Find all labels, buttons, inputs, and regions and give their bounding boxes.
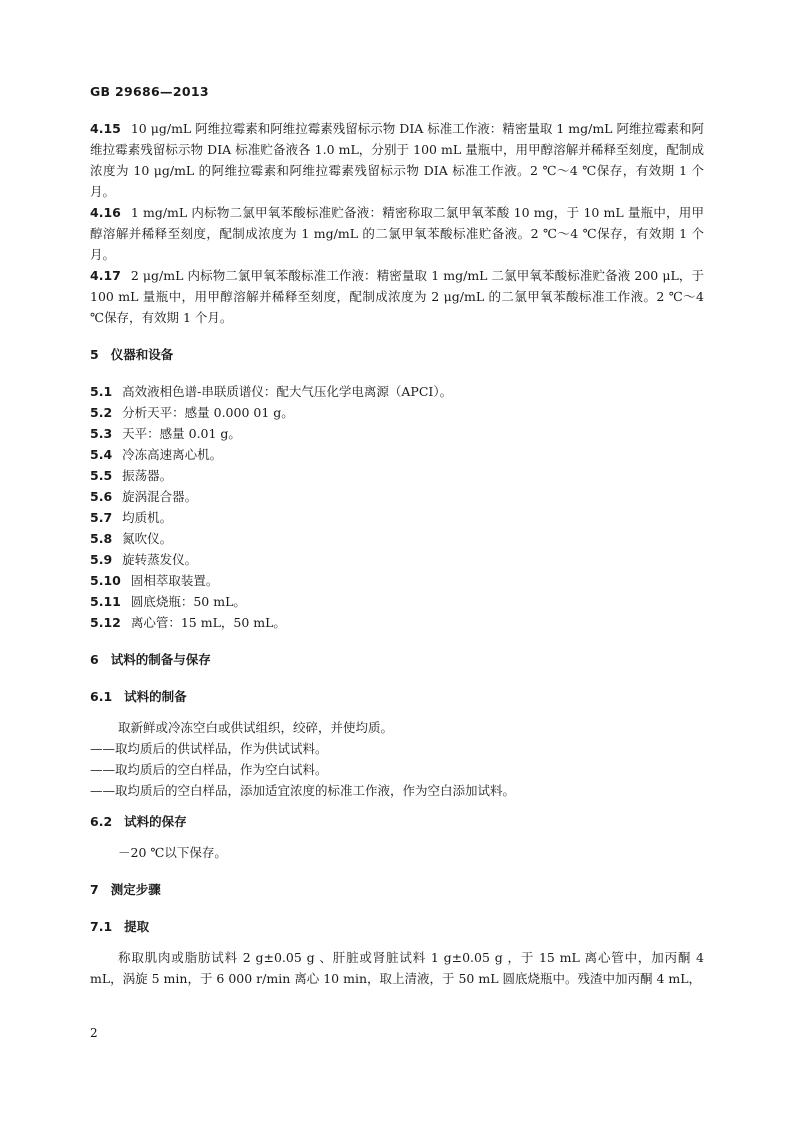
item-text: 旋涡混合器。 <box>122 489 198 504</box>
list-item <box>90 528 704 549</box>
subsection-title: 试料的保存 <box>124 814 187 829</box>
section-6-heading <box>90 649 704 670</box>
subsection-title: 试料的制备 <box>124 689 187 704</box>
item-number: 5.12 <box>90 615 121 630</box>
subsection-number: 6.2 <box>90 814 113 829</box>
dash-list-item: ——取均质后的空白样品，作为空白试料。 <box>90 762 328 777</box>
subsection-6-2-heading <box>90 811 704 832</box>
item-number: 5.5 <box>90 468 113 483</box>
clause-text: 10 μg/mL 阿维拉霉素和阿维拉霉素残留标示物 DIA 标准工作液：精密量取 1 mg/mL 阿维拉霉素和阿维拉霉素残留标示物 DIA 标准贮备液各 1.0 mL，分别于 100 mL 量瓶中，用甲醇溶解并稀释至刻度，配制成浓度为 10 μg/mL 的阿维拉霉素和阿维拉霉素残留标示物 DIA 标准工作液。2 ℃～4 ℃保存，有效期 1 个月。 <box>90 121 704 199</box>
list-item <box>90 486 704 507</box>
list-item <box>90 423 704 444</box>
clause-text: 1 mg/mL 内标物二氯甲氧苯酸标准贮备液：精密称取二氯甲氧苯酸 10 mg，于 10 mL 量瓶中，用甲醇溶解并稀释至刻度，配制成浓度为 1 mg/mL 的二氯甲氧苯酸标准贮备液。2 ℃～4 ℃保存，有效期 1 个月。 <box>90 205 704 262</box>
item-text: 分析天平：感量 0.000 01 g。 <box>122 405 294 420</box>
clause-number: 4.16 <box>90 205 121 220</box>
section-number: 7 <box>90 882 99 897</box>
clause-4-15 <box>90 118 704 202</box>
item-text: 均质机。 <box>122 510 173 525</box>
item-number: 5.4 <box>90 447 113 462</box>
item-number: 5.11 <box>90 594 121 609</box>
item-text: 高效液相色谱-串联质谱仪：配大气压化学电离源（APCI）。 <box>122 384 453 399</box>
item-text: 圆底烧瓶：50 mL。 <box>130 594 246 609</box>
item-text: 天平：感量 0.01 g。 <box>122 426 241 441</box>
section-title: 仪器和设备 <box>110 347 174 362</box>
subsection-number: 7.1 <box>90 919 113 934</box>
item-text: 振荡器。 <box>122 468 173 483</box>
paragraph: －20 ℃以下保存。 <box>118 845 227 860</box>
item-number: 5.2 <box>90 405 113 420</box>
dash-list-item: ——取均质后的供试样品，作为供试试料。 <box>90 741 328 756</box>
list-item <box>90 612 704 633</box>
clause-4-16 <box>90 202 704 265</box>
document-body <box>90 118 704 989</box>
subsection-number: 6.1 <box>90 689 113 704</box>
item-number: 5.7 <box>90 510 113 525</box>
item-text: 氮吹仪。 <box>122 531 173 546</box>
section-title: 测定步骤 <box>110 882 161 897</box>
section-7-heading <box>90 879 704 900</box>
item-number: 5.6 <box>90 489 113 504</box>
section-number: 5 <box>90 347 99 362</box>
subsection-6-1-heading <box>90 686 704 707</box>
list-item <box>90 507 704 528</box>
clause-number: 4.17 <box>90 268 121 283</box>
section-title: 试料的制备与保存 <box>110 652 211 667</box>
paragraph: 称取肌肉或脂肪试料 2 g±0.05 g 、肝脏或肾脏试料 1 g±0.05 g ，于 15 mL 离心管中，加丙酮 4 mL，涡旋 5 min，于 6 000 r/min 离心 10 min，取上清液，于 50 mL 圆底烧瓶中。残渣中加丙酮 4 mL， <box>90 950 704 986</box>
item-number: 5.10 <box>90 573 121 588</box>
list-item <box>90 570 704 591</box>
section-5-heading <box>90 344 704 365</box>
item-number: 5.3 <box>90 426 113 441</box>
clause-number: 4.15 <box>90 121 121 136</box>
page-number: 2 <box>90 1026 98 1040</box>
clause-text: 2 μg/mL 内标物二氯甲氧苯酸标准工作液：精密量取 1 mg/mL 二氯甲氧苯酸标准贮备液 200 μL，于 100 mL 量瓶中，用甲醇溶解并稀释至刻度，配制成浓度为 2 μg/mL 的二氯甲氧苯酸标准工作液。2 ℃～4 ℃保存，有效期 1 个月。 <box>90 268 704 325</box>
item-number: 5.9 <box>90 552 113 567</box>
standard-code: GB 29686—2013 <box>90 84 209 99</box>
list-item <box>90 381 704 402</box>
item-number: 5.1 <box>90 384 113 399</box>
list-item <box>90 549 704 570</box>
list-item <box>90 591 704 612</box>
item-text: 固相萃取装置。 <box>130 573 219 588</box>
list-item <box>90 444 704 465</box>
section-number: 6 <box>90 652 99 667</box>
paragraph: 取新鲜或冷冻空白或供试组织，绞碎，并使均质。 <box>118 720 394 735</box>
subsection-title: 提取 <box>124 919 150 934</box>
clause-4-17 <box>90 265 704 328</box>
item-text: 离心管：15 mL，50 mL。 <box>130 615 286 630</box>
list-item <box>90 465 704 486</box>
item-text: 冷冻高速离心机。 <box>122 447 223 462</box>
item-number: 5.8 <box>90 531 113 546</box>
list-item <box>90 402 704 423</box>
item-text: 旋转蒸发仪。 <box>122 552 198 567</box>
subsection-7-1-heading <box>90 916 704 937</box>
dash-list-item: ——取均质后的空白样品，添加适宜浓度的标准工作液，作为空白添加试料。 <box>90 783 516 798</box>
